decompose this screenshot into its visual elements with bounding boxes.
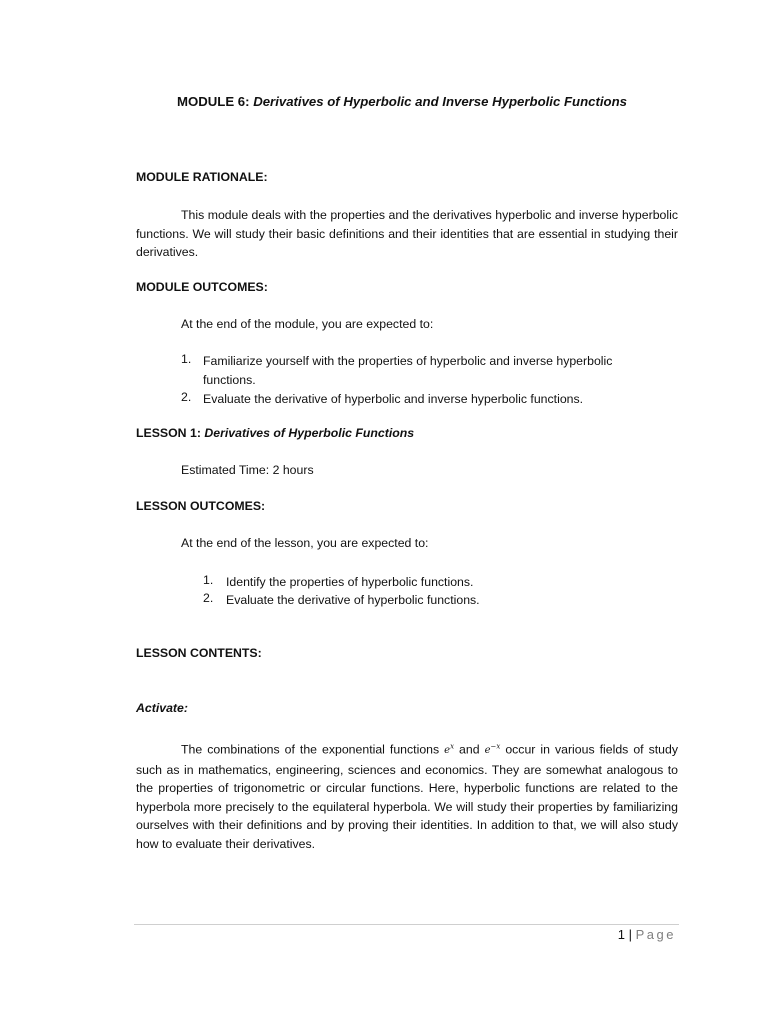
module-title-text: Derivatives of Hyperbolic and Inverse Hyperbolic Functions: [253, 94, 627, 109]
list-item-text: Identify the properties of hyperbolic functions.: [226, 575, 474, 589]
expr-e-x: $e^x$: [444, 743, 455, 757]
lesson-contents-heading: LESSON CONTENTS:: [136, 646, 262, 660]
page-separator: |: [628, 927, 632, 942]
rationale-heading: MODULE RATIONALE:: [136, 170, 268, 184]
activate-heading: Activate:: [136, 701, 188, 715]
list-number: 1.: [181, 352, 192, 366]
list-number: 1.: [203, 573, 214, 587]
lesson-outcomes-intro: At the end of the lesson, you are expected to:: [181, 536, 429, 550]
list-item-text: Evaluate the derivative of hyperbolic and inverse hyperbolic functions.: [203, 392, 584, 406]
list-number: 2.: [181, 390, 192, 404]
lesson-outcomes-heading: LESSON OUTCOMES:: [136, 499, 266, 513]
activate-text-rest: occur in various fields of study such as in mathematics, engineering, sciences and economics. They are somewhat analogous to the properties of trigonometric or circular functions. Here, hyperbolic functions are related to the hyperbola more precisely to the equilateral hyperbola. We will study their properties by familiarizing ourselves with their definitions and by proving their identities. In addition to that, we will also study how to evaluate their derivatives.: [136, 742, 678, 851]
list-item-text: Familiarize yourself with the properties of hyperbolic and inverse hyperbolic: [203, 354, 613, 368]
list-item-text-continued: functions.: [203, 373, 256, 387]
footer-divider: [134, 924, 679, 925]
module-label: MODULE 6:: [177, 94, 250, 109]
estimated-time: Estimated Time: 2 hours: [181, 463, 314, 477]
page-label: Page: [635, 927, 676, 942]
lesson-label: LESSON 1:: [136, 426, 201, 440]
module-outcomes-heading: MODULE OUTCOMES:: [136, 280, 268, 294]
module-title: [177, 94, 627, 109]
module-outcomes-intro: At the end of the module, you are expected to:: [181, 317, 434, 331]
list-item-text: Evaluate the derivative of hyperbolic functions.: [226, 593, 480, 607]
rationale-text: This module deals with the properties and the derivatives hyperbolic and inverse hyperbolic functions. We will study their basic definitions and their identities that are essential in studying their derivatives.: [136, 208, 678, 259]
expr-e-neg-x: $e^{-x}$: [484, 743, 501, 757]
page-footer: [618, 927, 676, 942]
lesson-title: [136, 426, 414, 440]
activate-text: [136, 738, 678, 853]
activate-text-and: and: [454, 742, 485, 757]
list-number: 2.: [203, 591, 214, 605]
page-number: 1: [617, 927, 625, 942]
activate-text-start: The combinations of the exponential functions: [181, 742, 445, 757]
lesson-title-text: Derivatives of Hyperbolic Functions: [204, 426, 415, 440]
